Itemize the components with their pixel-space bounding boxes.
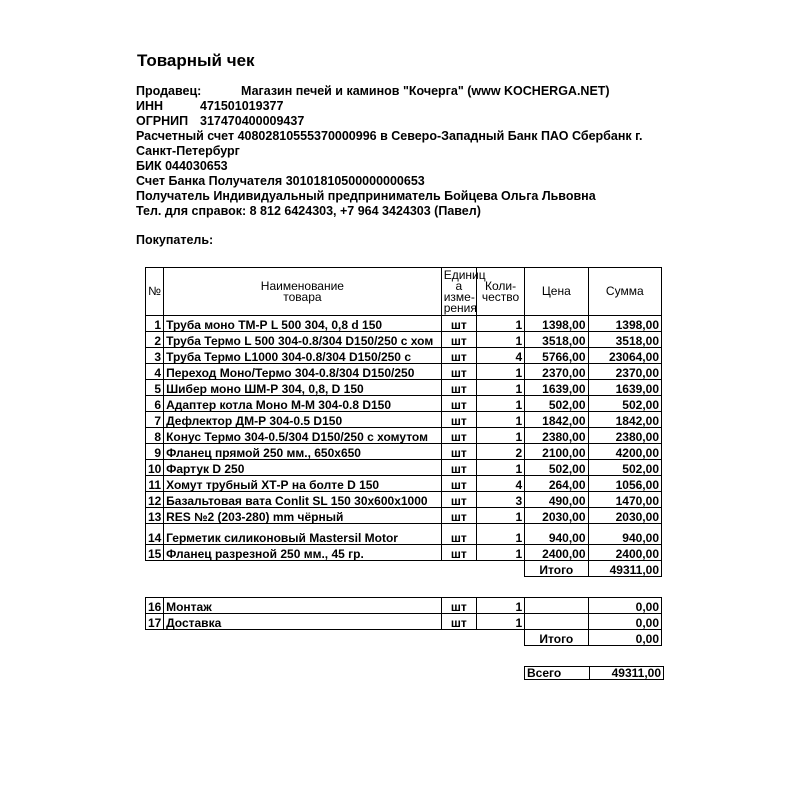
- table-row: [146, 460, 662, 476]
- recipient-line: Получатель Индивидуальный предприниматель Бойцева Ольга Львовна: [136, 189, 596, 203]
- table-row: [146, 364, 662, 380]
- table-row: [146, 396, 662, 412]
- bik-line: БИК 044030653: [136, 159, 228, 173]
- header-unit: [441, 267, 486, 316]
- goods-table-header: [146, 268, 662, 316]
- grand-total-value: 49311,00: [590, 667, 664, 680]
- row-price: 264,00: [525, 476, 588, 492]
- table-row: [146, 598, 662, 614]
- row-price: 2380,00: [525, 428, 588, 444]
- row-num: 3: [146, 348, 164, 364]
- row-sum: 2030,00: [588, 508, 661, 524]
- row-unit: шт: [441, 614, 476, 630]
- row-qty: 1: [476, 412, 524, 428]
- row-qty: 1: [476, 364, 524, 380]
- table-row: [146, 444, 662, 460]
- row-qty: 1: [476, 332, 524, 348]
- buyer-label: Покупатель:: [136, 233, 214, 247]
- row-name: RES №2 (203-280) mm чёрный: [164, 508, 442, 524]
- row-name: Хомут трубный ХТ-Р на болте D 150: [164, 476, 442, 492]
- row-price: 490,00: [525, 492, 588, 508]
- row-num: 1: [146, 316, 164, 332]
- row-sum: 1842,00: [588, 412, 661, 428]
- row-num: 16: [146, 598, 164, 614]
- row-sum: 1398,00: [588, 316, 661, 332]
- row-price: [525, 598, 588, 614]
- row-name: Шибер моно ШМ-Р 304, 0,8, D 150: [164, 380, 442, 396]
- header-name: [164, 268, 442, 316]
- row-unit: шт: [441, 316, 476, 332]
- goods-total-value: 49311,00: [588, 561, 661, 577]
- row-num: 8: [146, 428, 164, 444]
- row-qty: 2: [476, 444, 524, 460]
- receipt-title: Товарный чек: [137, 51, 255, 70]
- grand-total-label: Всего: [525, 667, 590, 680]
- inn-line: [136, 99, 284, 114]
- row-sum: 1470,00: [588, 492, 661, 508]
- header-qty-line2: чество: [481, 289, 520, 304]
- row-price: 1842,00: [525, 412, 588, 428]
- table-row: [146, 508, 662, 524]
- row-price: 2370,00: [525, 364, 588, 380]
- table-row: [146, 614, 662, 630]
- phone-line: Тел. для справок: 8 812 6424303, +7 964 3424303 (Павел): [136, 204, 481, 218]
- inn-value: 471501019377: [200, 99, 284, 113]
- row-qty: 1: [476, 614, 524, 630]
- row-price: 2400,00: [525, 545, 588, 561]
- seller-line: [136, 84, 610, 99]
- row-num: 14: [146, 524, 164, 545]
- row-unit: шт: [441, 332, 476, 348]
- row-name: Базальтовая вата Conlit SL 150 30x600x1000: [164, 492, 442, 508]
- row-price: 5766,00: [525, 348, 588, 364]
- header-name-line1: Наименование: [260, 278, 344, 293]
- row-name: Фартук D 250: [164, 460, 442, 476]
- header-qty-line1: Коли-: [484, 278, 517, 293]
- row-num: 11: [146, 476, 164, 492]
- row-price: 1639,00: [525, 380, 588, 396]
- row-sum: 2380,00: [588, 428, 661, 444]
- row-qty: 1: [476, 524, 524, 545]
- account-line1: Расчетный счет 40802810555370000996 в Северо-Западный Банк ПАО Сбербанк г.: [136, 129, 643, 143]
- row-price: [525, 614, 588, 630]
- row-sum: 0,00: [588, 614, 661, 630]
- table-row: [146, 545, 662, 561]
- table-row: [146, 524, 662, 545]
- row-unit: шт: [441, 364, 476, 380]
- ogrnip-label: ОГРНИП: [136, 114, 189, 128]
- ogrnip-line: [136, 114, 305, 129]
- row-num: 12: [146, 492, 164, 508]
- seller-value: Магазин печей и каминов "Кочерга" (www KOCHERGA.NET): [241, 84, 610, 98]
- goods-table: [145, 267, 662, 577]
- account-line2: Санкт-Петербург: [136, 144, 240, 158]
- services-total-label: Итого: [525, 630, 588, 646]
- row-unit: шт: [441, 524, 476, 545]
- seller-label: Продавец:: [136, 84, 202, 98]
- row-name: Герметик силиконовый Mastersil Motor: [164, 524, 442, 545]
- row-name: Адаптер котла Моно М-М 304-0.8 D150: [164, 396, 442, 412]
- row-unit: шт: [441, 508, 476, 524]
- row-num: 5: [146, 380, 164, 396]
- row-price: 3518,00: [525, 332, 588, 348]
- table-row: [146, 492, 662, 508]
- row-unit: шт: [441, 598, 476, 614]
- services-total-value: 0,00: [588, 630, 661, 646]
- row-unit: шт: [441, 380, 476, 396]
- header-price: Цена: [525, 268, 588, 316]
- header-num: №: [146, 268, 164, 316]
- row-unit: шт: [441, 428, 476, 444]
- row-name: Труба моно ТМ-Р L 500 304, 0,8 d 150: [164, 316, 442, 332]
- row-sum: 2370,00: [588, 364, 661, 380]
- row-sum: 502,00: [588, 396, 661, 412]
- row-price: 1398,00: [525, 316, 588, 332]
- table-row: [146, 332, 662, 348]
- row-name: Переход Моно/Термо 304-0.8/304 D150/250: [164, 364, 442, 380]
- row-sum: 1639,00: [588, 380, 661, 396]
- header-name-line2: товара: [283, 289, 322, 304]
- row-sum: 3518,00: [588, 332, 661, 348]
- row-unit: шт: [441, 396, 476, 412]
- row-qty: 1: [476, 508, 524, 524]
- row-qty: 4: [476, 476, 524, 492]
- row-name: Фланец разрезной 250 мм., 45 гр.: [164, 545, 442, 561]
- row-name: Доставка: [164, 614, 442, 630]
- table-row: [146, 412, 662, 428]
- row-price: 940,00: [525, 524, 588, 545]
- row-num: 7: [146, 412, 164, 428]
- row-unit: шт: [441, 492, 476, 508]
- row-qty: 1: [476, 428, 524, 444]
- services-total-row: [146, 630, 662, 646]
- table-row: [146, 380, 662, 396]
- table-row: [146, 428, 662, 444]
- row-name: Монтаж: [164, 598, 442, 614]
- row-num: 6: [146, 396, 164, 412]
- row-num: 17: [146, 614, 164, 630]
- header-unit-line4: рения: [443, 300, 477, 315]
- row-qty: 1: [476, 598, 524, 614]
- row-sum: 940,00: [588, 524, 661, 545]
- row-name: Труба Термо L1000 304-0.8/304 D150/250 с: [164, 348, 442, 364]
- row-num: 4: [146, 364, 164, 380]
- row-qty: 1: [476, 396, 524, 412]
- row-sum: 2400,00: [588, 545, 661, 561]
- table-row: [146, 316, 662, 332]
- row-qty: 4: [476, 348, 524, 364]
- row-unit: шт: [441, 545, 476, 561]
- row-sum: 0,00: [588, 598, 661, 614]
- goods-total-label: Итого: [525, 561, 588, 577]
- row-qty: 1: [476, 545, 524, 561]
- header-unit-line2: а: [455, 278, 463, 293]
- row-num: 13: [146, 508, 164, 524]
- row-num: 9: [146, 444, 164, 460]
- row-name: Дефлектор ДМ-Р 304-0.5 D150: [164, 412, 442, 428]
- row-price: 502,00: [525, 460, 588, 476]
- goods-total-row: [146, 561, 662, 577]
- bank-account-line: Счет Банка Получателя 30101810500000000653: [136, 174, 425, 188]
- row-sum: 502,00: [588, 460, 661, 476]
- goods-table-body: [146, 316, 662, 561]
- row-name: Фланец прямой 250 мм., 650х650: [164, 444, 442, 460]
- row-name: Труба Термо L 500 304-0.8/304 D150/250 с хом: [164, 332, 442, 348]
- row-qty: 3: [476, 492, 524, 508]
- table-row: [146, 348, 662, 364]
- inn-label: ИНН: [136, 99, 164, 113]
- row-qty: 1: [476, 316, 524, 332]
- row-sum: 23064,00: [588, 348, 661, 364]
- services-table: [145, 597, 662, 646]
- services-table-body: [146, 598, 662, 630]
- row-num: 10: [146, 460, 164, 476]
- row-unit: шт: [441, 476, 476, 492]
- row-sum: 1056,00: [588, 476, 661, 492]
- header-unit-line1: Единиц: [443, 267, 486, 282]
- row-price: 502,00: [525, 396, 588, 412]
- row-qty: 1: [476, 380, 524, 396]
- grand-total-table: [524, 666, 664, 680]
- row-unit: шт: [441, 412, 476, 428]
- row-price: 2030,00: [525, 508, 588, 524]
- row-name: Конус Термо 304-0.5/304 D150/250 с хомутом: [164, 428, 442, 444]
- row-price: 2100,00: [525, 444, 588, 460]
- header-sum: Сумма: [588, 268, 661, 316]
- row-sum: 4200,00: [588, 444, 661, 460]
- row-num: 2: [146, 332, 164, 348]
- row-qty: 1: [476, 460, 524, 476]
- row-unit: шт: [441, 444, 476, 460]
- ogrnip-value: 317470400009437: [200, 114, 305, 128]
- row-num: 15: [146, 545, 164, 561]
- table-row: [146, 476, 662, 492]
- row-unit: шт: [441, 348, 476, 364]
- row-unit: шт: [441, 460, 476, 476]
- header-unit-line3: изме-: [443, 289, 475, 304]
